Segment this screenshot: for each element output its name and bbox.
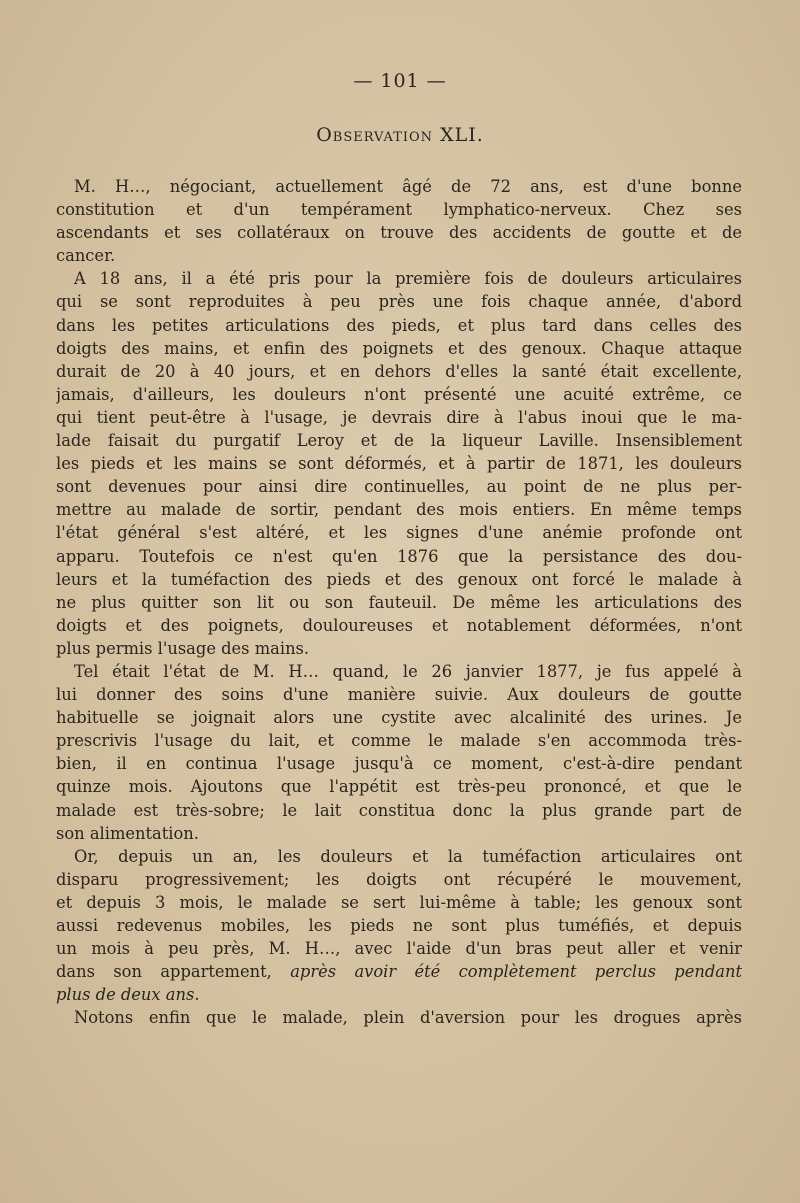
text-line: qui se sont reproduites à peu près une fois chaque année, d'abord (56, 292, 742, 312)
text-line: constitution et d'un tempérament lymphatico-nerveux. Chez ses (56, 200, 742, 220)
text-run: dans son appartement, (56, 962, 272, 982)
text-line: apparu. Toutefois ce n'est qu'en 1876 que la persistance des dou- (56, 546, 742, 566)
italic-text-run: après avoir été complètement perclus pendant (290, 962, 742, 982)
text-line: Tel était l'état de M. H… quand, le 26 janvier 1877, je fus appelé à (74, 661, 742, 681)
text-line: M. H…, négociant, actuellement âgé de 72 ans, est d'une bonne (74, 177, 742, 196)
text-line: jamais, d'ailleurs, les douleurs n'ont présenté une acuité extrême, ce (56, 384, 742, 404)
text-line: doigts et des poignets, douloureuses et notablement déformées, n'ont (56, 615, 742, 635)
text-line: lade faisait du purgatif Leroy et de la liqueur Laville. Insensiblement (56, 431, 742, 451)
italic-text-run: plus de deux ans. (56, 985, 200, 1005)
observation-title: Observation XLI. (316, 124, 484, 146)
text-line: aussi redevenus mobiles, les pieds ne sont plus tuméfiés, et depuis (56, 916, 742, 935)
text-line: ne plus quitter son lit ou son fauteuil. De même les articulations des (56, 592, 742, 612)
text-line: les pieds et les mains se sont déformés, et à partir de 1871, les douleurs (56, 454, 742, 474)
text-line: malade est très-sobre; le lait constitua donc la plus grande part de (56, 800, 742, 820)
text-line: mettre au malade de sortir, pendant des mois entiers. En même temps (56, 500, 742, 520)
text-line: un mois à peu près, M. H…, avec l'aide d'un bras peut aller et venir (56, 939, 742, 959)
text-line: A 18 ans, il a été pris pour la première fois de douleurs articulaires (74, 269, 742, 289)
text-line: ascendants et ses collatéraux on trouve des accidents de goutte et de (56, 223, 742, 243)
text-line: lui donner des soins d'une manière suivie. Aux douleurs de goutte (56, 685, 742, 705)
text-line: habituelle se joignait alors une cystite avec alcalinité des urines. Je (56, 708, 742, 728)
text-line: quinze mois. Ajoutons que l'appétit est très-peu prononcé, et que le (56, 777, 742, 797)
text-line: sont devenues pour ainsi dire continuelles, au point de ne plus per- (56, 477, 742, 497)
text-line: qui tient peut-être à l'usage, je devrais dire à l'abus inoui que le ma- (56, 407, 742, 427)
text-line: durait de 20 à 40 jours, et en dehors d'elles la santé était excellente, (56, 361, 742, 381)
text-line-italic (56, 983, 742, 1006)
page-number: — 101 — (353, 70, 447, 92)
text-line: bien, il en continua l'usage jusqu'à ce moment, c'est-à-dire pendant (56, 754, 742, 774)
text-line: leurs et la tuméfaction des pieds et des genoux ont forcé le malade à (56, 569, 742, 589)
text-line: son alimentation. (56, 823, 199, 843)
text-line: prescrivis l'usage du lait, et comme le malade s'en accommoda très- (56, 731, 742, 751)
text-line-mixed (56, 960, 742, 983)
text-line: dans les petites articulations des pieds, et plus tard dans celles des (56, 315, 742, 335)
body-text (56, 175, 742, 1029)
text-line: disparu progressivement; les doigts ont récupéré le mouvement, (56, 869, 742, 889)
text-line: plus permis l'usage des mains. (56, 638, 310, 658)
text-line: et depuis 3 mois, le malade se sert lui-même à table; les genoux sont (56, 892, 742, 912)
text-line: cancer. (56, 246, 116, 266)
text-line: Notons enfin que le malade, plein d'aversion pour les drogues après (74, 1008, 742, 1028)
text-line: doigts des mains, et enfin des poignets et des genoux. Chaque attaque (56, 338, 742, 358)
text-line: Or, depuis un an, les douleurs et la tuméfaction articulaires ont (74, 846, 742, 866)
text-line: l'état général s'est altéré, et les signes d'une anémie profonde ont (56, 523, 742, 543)
